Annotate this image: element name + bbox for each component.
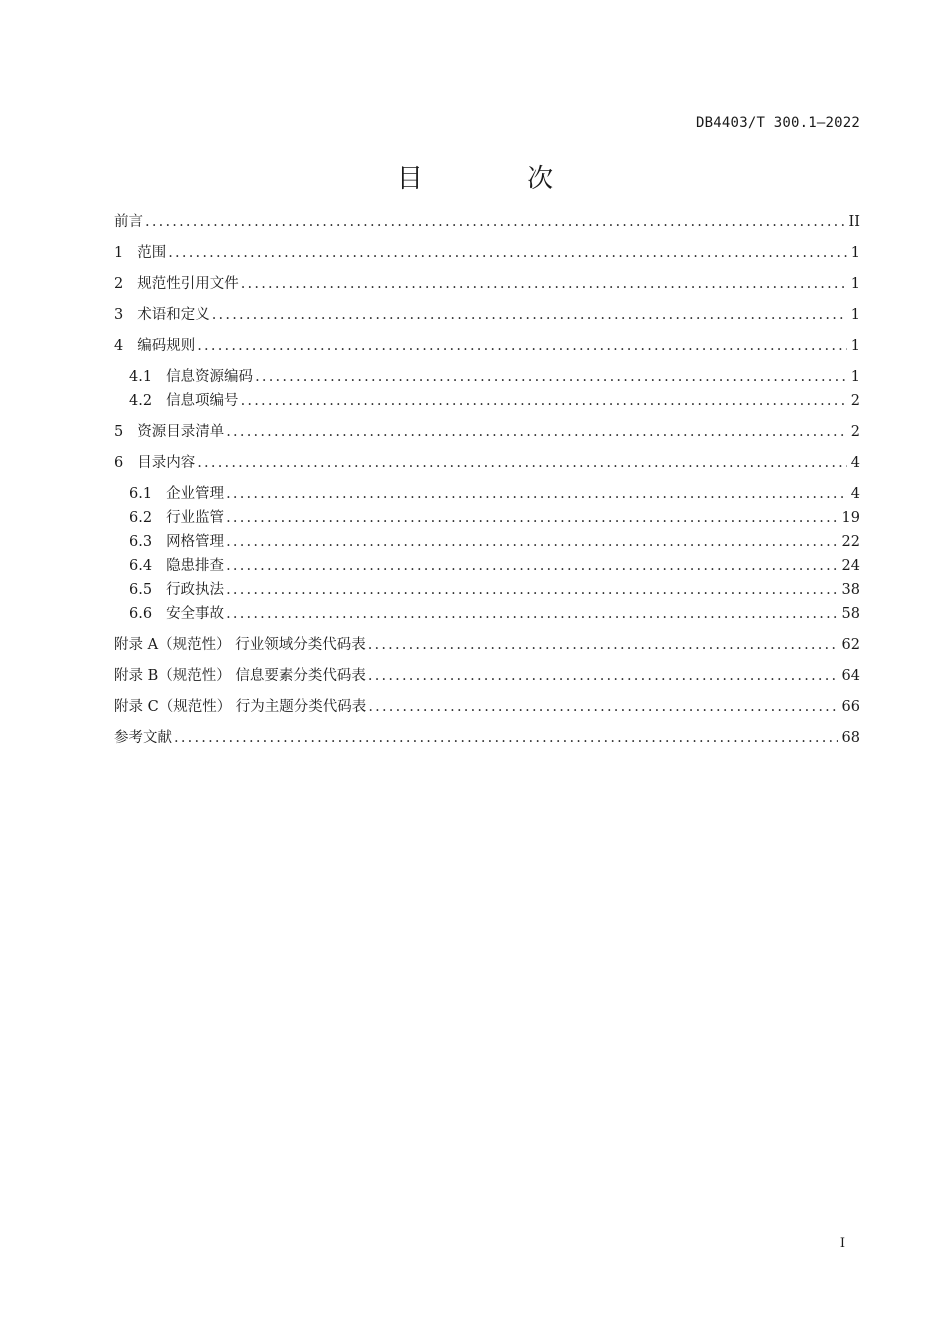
toc-label: 网格管理 bbox=[166, 534, 225, 550]
toc-entry-6-4[interactable] bbox=[114, 554, 860, 578]
toc-entry-annex-b[interactable] bbox=[114, 664, 860, 688]
toc-number: 6.5 bbox=[129, 582, 153, 598]
toc-page: 58 bbox=[841, 606, 860, 622]
toc-leader-dots bbox=[226, 420, 847, 444]
toc-page: 1 bbox=[850, 369, 860, 385]
toc-leader-dots bbox=[212, 303, 847, 327]
toc-leader-dots bbox=[168, 241, 847, 265]
toc-page: 24 bbox=[841, 558, 860, 574]
toc-entry-terms[interactable] bbox=[114, 303, 860, 327]
toc-label: 资源目录清单 bbox=[137, 424, 225, 440]
toc-number: 6.6 bbox=[129, 606, 153, 622]
toc-page: 66 bbox=[841, 699, 860, 715]
toc-page: 1 bbox=[850, 276, 860, 292]
toc-label: 附录 B（规范性） 信息要素分类代码表 bbox=[114, 668, 366, 684]
toc-number: 1 bbox=[114, 245, 124, 261]
toc-entry-6-5[interactable] bbox=[114, 578, 860, 602]
toc-page: 4 bbox=[850, 486, 860, 502]
toc-page: 1 bbox=[850, 307, 860, 323]
toc-label: 信息资源编码 bbox=[166, 369, 254, 385]
toc-label: 行业监管 bbox=[166, 510, 225, 526]
toc-entry-4-1[interactable] bbox=[114, 365, 860, 389]
toc-entry-coding-rules[interactable] bbox=[114, 334, 860, 358]
toc-number: 5 bbox=[114, 424, 124, 440]
toc-label: 目录内容 bbox=[137, 455, 196, 471]
toc-leader-dots bbox=[226, 482, 847, 506]
toc-label: 企业管理 bbox=[166, 486, 225, 502]
toc-entry-annex-a[interactable] bbox=[114, 633, 860, 657]
toc-leader-dots bbox=[368, 664, 838, 688]
toc-leader-dots bbox=[255, 365, 847, 389]
toc-label: 安全事故 bbox=[166, 606, 225, 622]
page-number: I bbox=[839, 1236, 845, 1251]
toc-leader-dots bbox=[226, 506, 837, 530]
toc-page: 22 bbox=[841, 534, 860, 550]
toc-label: 规范性引用文件 bbox=[137, 276, 239, 292]
toc-number: 4.2 bbox=[129, 393, 153, 409]
toc-number: 6 bbox=[114, 455, 124, 471]
toc-page: 1 bbox=[850, 245, 860, 261]
toc-label: 行政执法 bbox=[166, 582, 225, 598]
toc-page: 19 bbox=[841, 510, 860, 526]
toc-label: 编码规则 bbox=[137, 338, 196, 354]
toc-page: 1 bbox=[850, 338, 860, 354]
toc-title: 目 次 bbox=[396, 164, 602, 194]
toc-page: 68 bbox=[841, 730, 860, 746]
toc-entry-foreword[interactable] bbox=[114, 210, 860, 234]
table-of-contents bbox=[114, 210, 860, 750]
toc-leader-dots bbox=[226, 530, 837, 554]
toc-number: 6.2 bbox=[129, 510, 153, 526]
toc-page: 2 bbox=[850, 393, 860, 409]
toc-label: 隐患排查 bbox=[166, 558, 225, 574]
toc-entry-6-1[interactable] bbox=[114, 482, 860, 506]
toc-label: 附录 C（规范性） 行为主题分类代码表 bbox=[114, 699, 367, 715]
toc-page: 2 bbox=[850, 424, 860, 440]
toc-number: 4.1 bbox=[129, 369, 153, 385]
toc-page: 38 bbox=[841, 582, 860, 598]
toc-number: 6.3 bbox=[129, 534, 153, 550]
toc-label: 前言 bbox=[114, 214, 143, 230]
toc-leader-dots bbox=[197, 451, 847, 475]
toc-leader-dots bbox=[197, 334, 847, 358]
toc-leader-dots bbox=[368, 633, 838, 657]
toc-label: 附录 A（规范性） 行业领域分类代码表 bbox=[114, 637, 366, 653]
toc-entry-annex-c[interactable] bbox=[114, 695, 860, 719]
toc-entry-4-2[interactable] bbox=[114, 389, 860, 413]
toc-number: 6.1 bbox=[129, 486, 153, 502]
toc-leader-dots bbox=[226, 578, 837, 602]
toc-page: 4 bbox=[850, 455, 860, 471]
toc-number: 6.4 bbox=[129, 558, 153, 574]
toc-leader-dots bbox=[226, 554, 837, 578]
toc-label: 术语和定义 bbox=[137, 307, 210, 323]
toc-leader-dots bbox=[145, 210, 845, 234]
toc-label: 信息项编号 bbox=[166, 393, 239, 409]
toc-entry-catalog-content[interactable] bbox=[114, 451, 860, 475]
toc-entry-6-2[interactable] bbox=[114, 506, 860, 530]
toc-leader-dots bbox=[174, 726, 838, 750]
toc-page: II bbox=[848, 214, 860, 230]
toc-page: 64 bbox=[841, 668, 860, 684]
toc-entry-6-3[interactable] bbox=[114, 530, 860, 554]
toc-leader-dots bbox=[226, 602, 837, 626]
toc-leader-dots bbox=[241, 272, 847, 296]
toc-label: 范围 bbox=[137, 245, 167, 261]
toc-entry-resource-list[interactable] bbox=[114, 420, 860, 444]
toc-entry-scope[interactable] bbox=[114, 241, 860, 265]
document-code: DB4403/T 300.1—2022 bbox=[696, 115, 860, 131]
toc-entry-bibliography[interactable] bbox=[114, 726, 860, 750]
toc-page: 62 bbox=[841, 637, 860, 653]
toc-label: 参考文献 bbox=[114, 730, 172, 746]
toc-leader-dots bbox=[241, 389, 847, 413]
toc-number: 3 bbox=[114, 307, 124, 323]
toc-number: 2 bbox=[114, 276, 124, 292]
toc-number: 4 bbox=[114, 338, 124, 354]
toc-leader-dots bbox=[368, 695, 837, 719]
toc-entry-normative-references[interactable] bbox=[114, 272, 860, 296]
toc-entry-6-6[interactable] bbox=[114, 602, 860, 626]
